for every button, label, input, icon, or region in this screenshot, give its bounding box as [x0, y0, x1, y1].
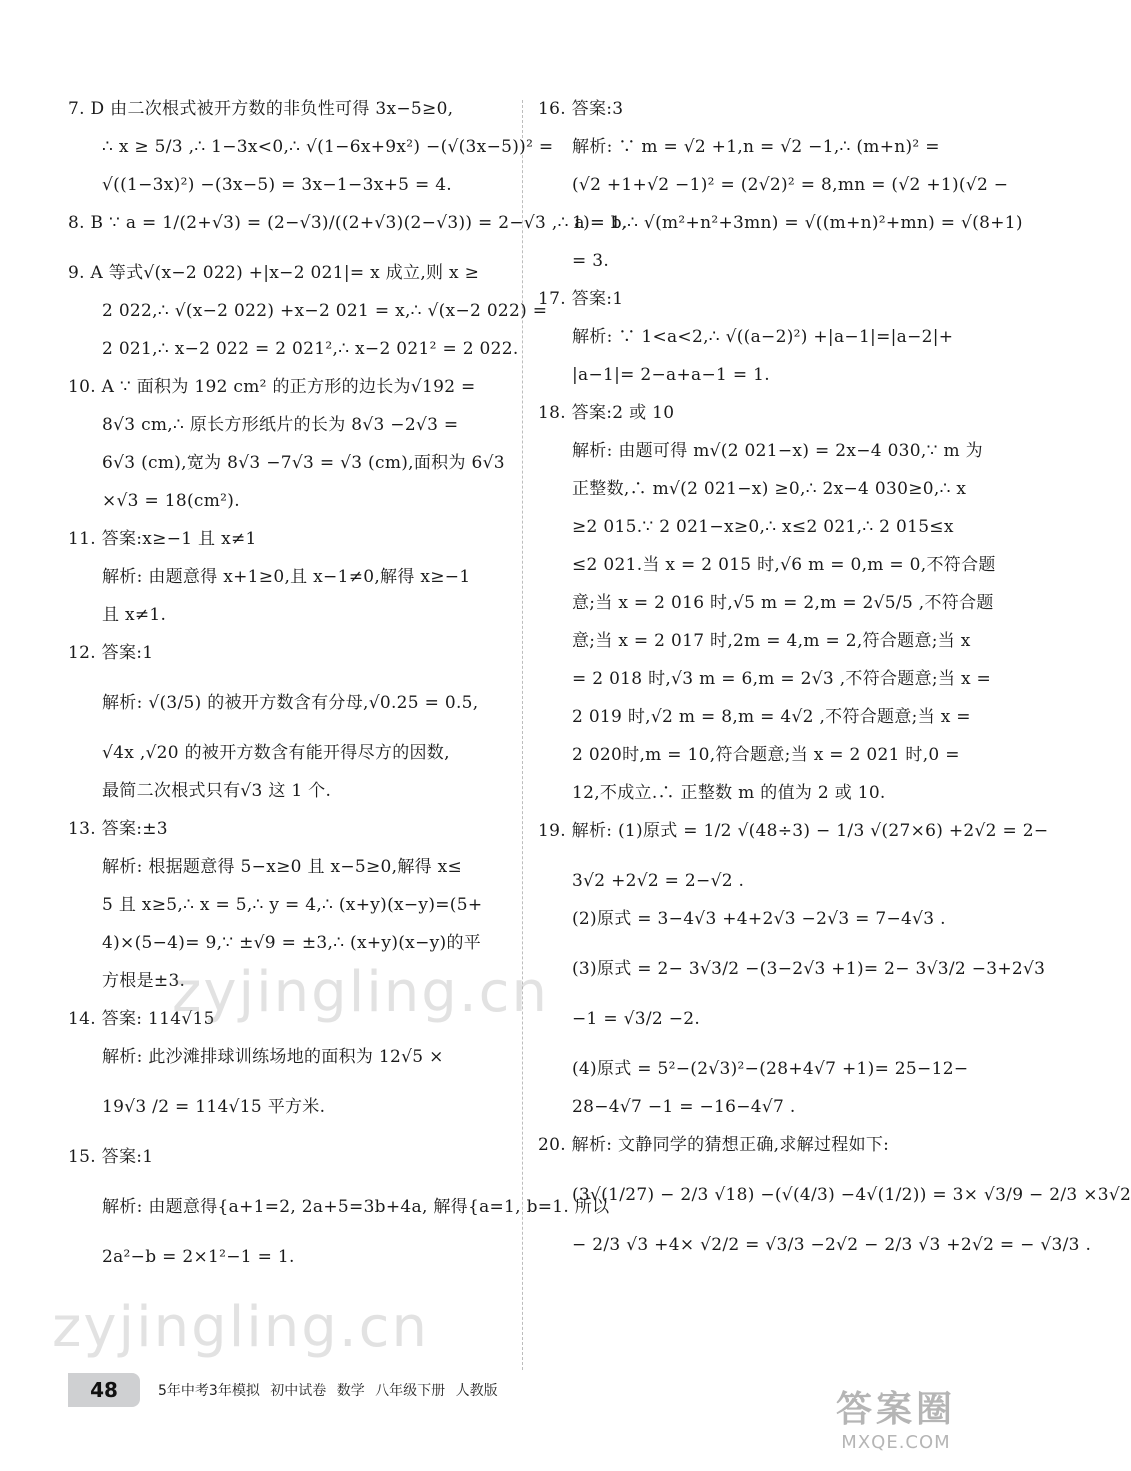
- solution-line: 12. 答案:1: [68, 643, 154, 663]
- solution-line: 13. 答案:±3: [68, 819, 168, 839]
- solution-block-16: [538, 99, 1023, 271]
- solution-line: 解析: 由题可得 m√(2 021−x) = 2x−4 030,∵ m 为: [572, 441, 983, 461]
- solution-line: 2 022,∴ √(x−2 022) +x−2 021 = x,∴ √(x−2 022) =: [102, 301, 548, 321]
- solution-block-8: [68, 213, 628, 233]
- solution-block-15: [68, 1147, 610, 1267]
- solution-line: 8√3 cm,∴ 原长方形纸片的长为 8√3 −2√3 =: [102, 415, 459, 435]
- solution-line: = 2 018 时,√3 m = 6,m = 2√3 ,不符合题意;当 x =: [572, 669, 992, 689]
- solution-line: 解析: √(3/5) 的被开方数含有分母,√0.25 = 0.5,: [102, 693, 479, 713]
- solution-line: 解析: ∵ 1<a<2,∴ √((a−2)²) +|a−1|=|a−2|+: [572, 327, 954, 347]
- watermark-site-top: zyjingling.cn: [172, 960, 549, 1025]
- solution-line: 解析: 由题意得{a+1=2, 2a+5=3b+4a, 解得{a=1, b=1. 所以: [102, 1197, 610, 1217]
- answer-logo: [806, 1381, 986, 1461]
- solution-line: |a−1|= 2−a+a−1 = 1.: [572, 365, 770, 385]
- solution-line: 14. 答案: 114√15: [68, 1009, 215, 1029]
- solution-block-17: [538, 290, 973, 385]
- solution-line: 15. 答案:1: [68, 1147, 154, 1167]
- solution-line: 28−4√7 −1 = −16−4√7 .: [572, 1097, 796, 1117]
- solution-line: 10. A ∵ 面积为 192 cm² 的正方形的边长为√192 =: [68, 377, 476, 397]
- solution-line: 解析: ∵ m = √2 +1,n = √2 −1,∴ (m+n)² =: [572, 137, 940, 157]
- solution-line: 3√2 +2√2 = 2−√2 .: [572, 871, 745, 891]
- solution-line: ≥2 015.∵ 2 021−x≥0,∴ x≤2 021,∴ 2 015≤x: [572, 517, 954, 537]
- solution-block-9: [68, 263, 548, 359]
- page-number: 48: [68, 1373, 140, 1407]
- solution-block-14: [68, 1010, 513, 1117]
- solution-line: 且 x≠1.: [102, 605, 167, 625]
- solution-line: 1)= 1,∴ √(m²+n²+3mn) = √((m+n)²+mn) = √(8+1): [572, 213, 1023, 233]
- solution-block-12: [68, 644, 513, 801]
- solution-line: 意;当 x = 2 016 时,√5 m = 2,m = 2√5/5 ,不符合题: [572, 593, 994, 613]
- solution-line: √((1−3x)²) −(3x−5) = 3x−1−3x+5 = 4.: [102, 175, 453, 195]
- watermark-site-bottom: zyjingling.cn: [52, 1295, 429, 1360]
- solution-line: 12,不成立.∴ 正整数 m 的值为 2 或 10.: [572, 783, 886, 803]
- solution-block-19: [538, 821, 1049, 1117]
- book-info: 5年中考3年模拟 初中试卷 数学 八年级下册 人教版: [158, 1383, 498, 1399]
- solution-line: ≤2 021.当 x = 2 015 时,√6 m = 0,m = 0,不符合题: [572, 555, 996, 575]
- solution-line: (4)原式 = 5²−(2√3)²−(28+4√7 +1)= 25−12−: [572, 1059, 969, 1079]
- solution-line: 8. B ∵ a = 1/(2+√3) = (2−√3)/((2+√3)(2−√3)) = 2−√3 ,∴ a = b.: [68, 213, 628, 233]
- solution-line: 17. 答案:1: [538, 289, 624, 309]
- solution-line: 2 019 时,√2 m = 8,m = 4√2 ,不符合题意;当 x =: [572, 707, 971, 727]
- solution-line: 解析: 根据题意得 5−x≥0 且 x−5≥0,解得 x≤: [102, 857, 463, 877]
- solution-line: − 2/3 √3 +4× √2/2 = √3/3 −2√2 − 2/3 √3 +2√2 = − √3/3 .: [572, 1235, 1092, 1255]
- solution-line: ×√3 = 18(cm²).: [102, 491, 240, 511]
- solution-line: 7. D 由二次根式被开方数的非负性可得 3x−5≥0,: [68, 99, 454, 119]
- solution-line: 2 021,∴ x−2 022 = 2 021²,∴ x−2 021² = 2 022.: [102, 339, 519, 359]
- solution-line: 9. A 等式√(x−2 022) +|x−2 021|= x 成立,则 x ≥: [68, 263, 480, 283]
- solution-line: 5 且 x≥5,∴ x = 5,∴ y = 4,∴ (x+y)(x−y)=(5+: [102, 895, 483, 915]
- solution-line: 解析: 由题意得 x+1≥0,且 x−1≠0,解得 x≥−1: [102, 567, 471, 587]
- solution-block-7: [68, 99, 554, 195]
- solution-line: (2)原式 = 3−4√3 +4+2√3 −2√3 = 7−4√3 .: [572, 909, 946, 929]
- solution-line: 6√3 (cm),宽为 8√3 −7√3 = √3 (cm),面积为 6√3: [102, 453, 505, 473]
- logo-text: 答案圈: [835, 1389, 956, 1430]
- page-footer: [68, 1372, 498, 1408]
- solution-line: √4x ,√20 的被开方数含有能开得尽方的因数,: [102, 743, 450, 763]
- solution-line: 解析: 此沙滩排球训练场地的面积为 12√5 ×: [102, 1047, 444, 1067]
- solution-line: (3)原式 = 2− 3√3/2 −(3−2√3 +1)= 2− 3√3/2 −3+2√3: [572, 959, 1046, 979]
- solution-line: 正整数,∴ m√(2 021−x) ≥0,∴ 2x−4 030≥0,∴ x: [572, 479, 967, 499]
- solution-line: 11. 答案:x≥−1 且 x≠1: [68, 529, 257, 549]
- solution-line: 最简二次根式只有√3 这 1 个.: [102, 781, 332, 801]
- column-divider: [522, 100, 523, 1370]
- solution-line: 2 020时,m = 10,符合题意;当 x = 2 021 时,0 =: [572, 745, 960, 765]
- solution-line: 方根是±3.: [102, 971, 186, 991]
- logo-url: MXQE.COM: [841, 1432, 951, 1453]
- solution-line: 意;当 x = 2 017 时,2m = 4,m = 2,符合题意;当 x: [572, 631, 971, 651]
- solution-line: ∴ x ≥ 5/3 ,∴ 1−3x<0,∴ √(1−6x+9x²) −(√(3x−5))² =: [102, 137, 554, 157]
- solution-block-20: [538, 1135, 1131, 1255]
- solution-line: −1 = √3/2 −2.: [572, 1009, 701, 1029]
- solution-block-10: [68, 378, 513, 511]
- solution-block-11: [68, 530, 513, 625]
- solution-block-13: [68, 820, 513, 991]
- solution-line: 19. 解析: (1)原式 = 1/2 √(48÷3) − 1/3 √(27×6) +2√2 = 2−: [538, 821, 1049, 841]
- solution-line: (3√(1/27) − 2/3 √18) −(√(4/3) −4√(1/2)) = 3× √3/9 − 2/3 ×3√2: [572, 1185, 1131, 1205]
- solution-block-18: [538, 403, 996, 803]
- solution-line: 4)×(5−4)= 9,∵ ±√9 = ±3,∴ (x+y)(x−y)的平: [102, 933, 482, 953]
- right-column: [538, 99, 1131, 1274]
- solution-line: 20. 解析: 文静同学的猜想正确,求解过程如下:: [538, 1135, 890, 1155]
- solution-line: 2a²−b = 2×1²−1 = 1.: [102, 1247, 295, 1267]
- solution-line: (√2 +1+√2 −1)² = (2√2)² = 8,mn = (√2 +1)(√2 −: [572, 175, 1009, 195]
- solution-line: 19√3 /2 = 114√15 平方米.: [102, 1097, 326, 1117]
- solution-line: = 3.: [572, 251, 610, 271]
- solution-line: 18. 答案:2 或 10: [538, 403, 675, 423]
- solution-line: 16. 答案:3: [538, 99, 624, 119]
